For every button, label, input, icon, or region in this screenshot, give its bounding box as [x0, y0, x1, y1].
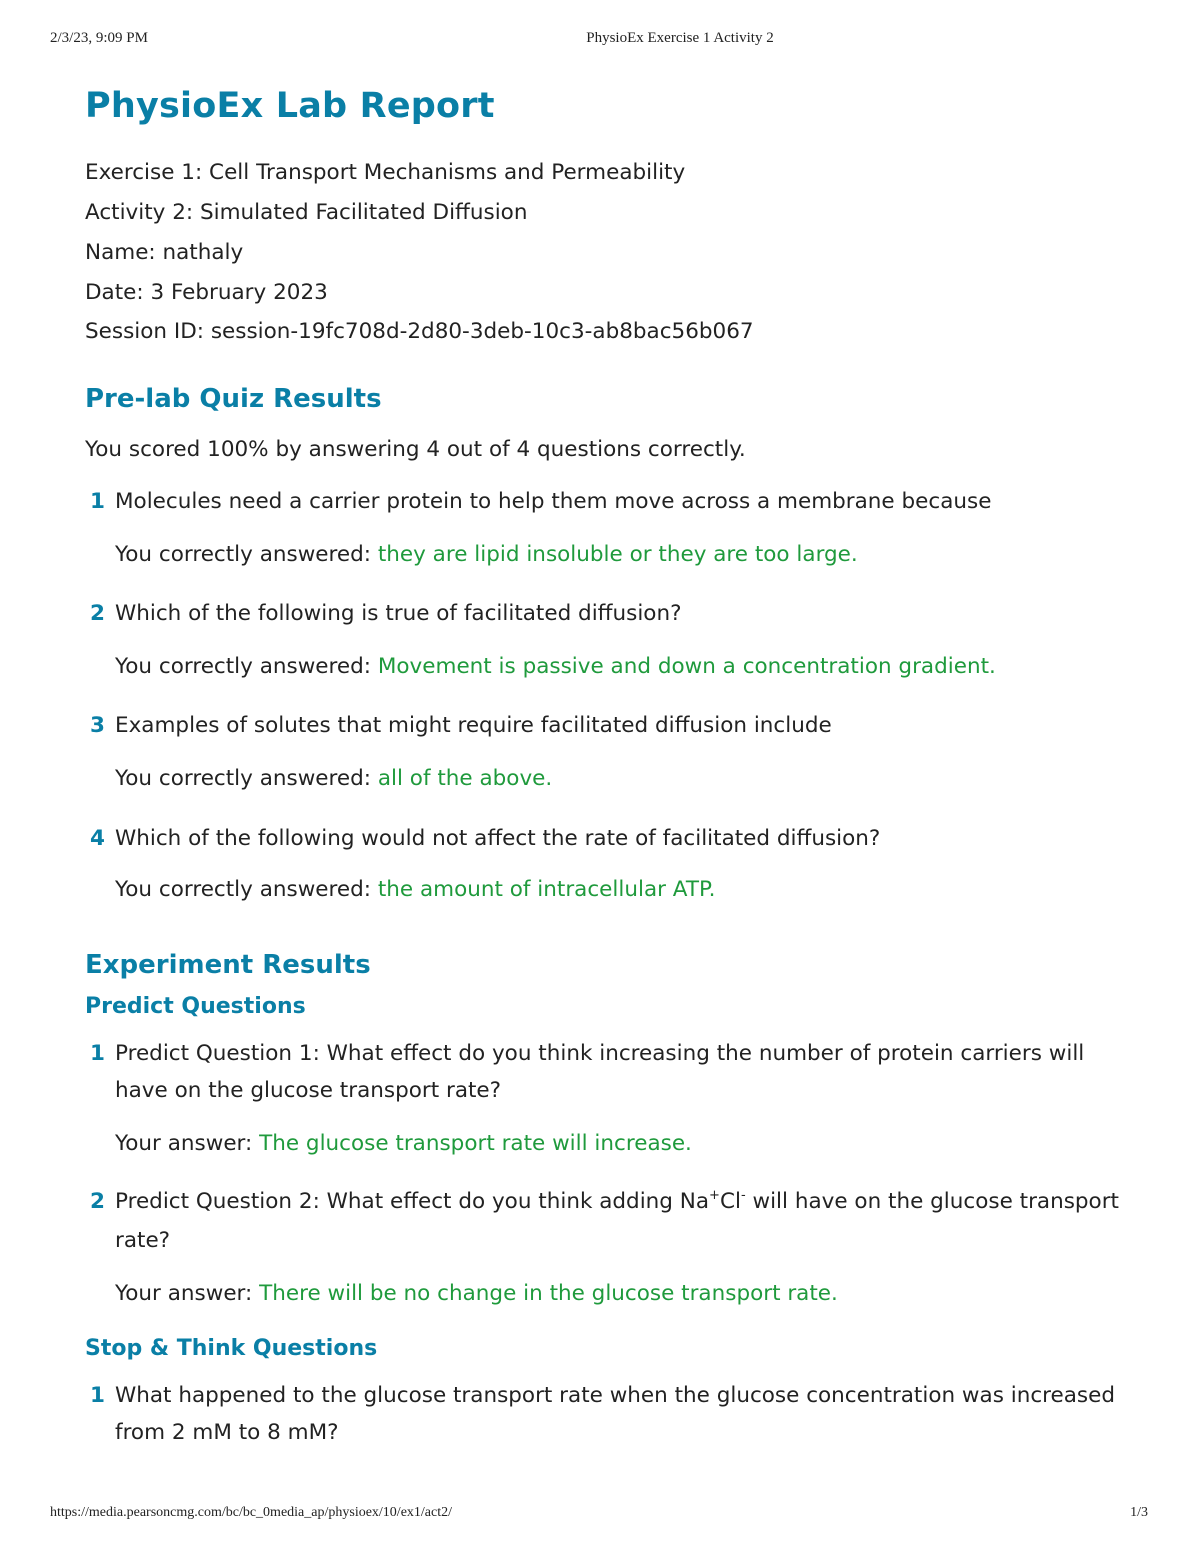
stop-q1-number: 1 [90, 1383, 105, 1408]
predict-q2-answer [115, 1281, 838, 1306]
experiment-heading: Experiment Results [85, 950, 371, 980]
prelab-q3-text: Examples of solutes that might require facilitated diffusion include [115, 713, 832, 738]
session-line: Session ID: session-19fc708d-2d80-3deb-10c3-ab8bac56b067 [85, 319, 754, 344]
predict-q2-number: 2 [90, 1189, 105, 1214]
predict-q1-number: 1 [90, 1041, 105, 1066]
answer-value: There will be no change in the glucose transport rate. [259, 1281, 838, 1306]
predict-q2-line1 [115, 1189, 1119, 1214]
print-title: PhysioEx Exercise 1 Activity 2 [586, 30, 774, 46]
prelab-q3-number: 3 [90, 713, 105, 738]
prelab-q4-text: Which of the following would not affect the rate of facilitated diffusion? [115, 826, 881, 851]
predict-q1-line1: Predict Question 1: What effect do you think increasing the number of protein carriers will [115, 1041, 1085, 1066]
na-charge: + [709, 1188, 720, 1203]
report-title: PhysioEx Lab Report [85, 86, 495, 126]
your-answer-label: Your answer: [115, 1131, 260, 1156]
answer-label: You correctly answered: [115, 542, 378, 567]
answer-label: You correctly answered: [115, 766, 378, 791]
predict-q2-post: will have on the glucose transport [745, 1189, 1119, 1214]
print-datetime: 2/3/23, 9:09 PM [50, 30, 148, 46]
prelab-heading: Pre-lab Quiz Results [85, 384, 382, 414]
predict-q2-cl: Cl [719, 1189, 741, 1214]
prelab-score: You scored 100% by answering 4 out of 4 questions correctly. [85, 437, 746, 462]
predict-q2-pre: Predict Question 2: What effect do you think adding Na [115, 1189, 710, 1214]
predict-heading: Predict Questions [85, 994, 306, 1019]
answer-value: Movement is passive and down a concentration gradient. [377, 654, 996, 679]
prelab-q1-text: Molecules need a carrier protein to help them move across a membrane because [115, 489, 992, 514]
cl-charge: - [740, 1188, 746, 1203]
date-line: Date: 3 February 2023 [85, 280, 328, 305]
prelab-q1-answer [115, 542, 858, 567]
answer-value: the amount of intracellular ATP. [377, 877, 716, 902]
answer-value: they are lipid insoluble or they are too large. [377, 542, 858, 567]
prelab-q4-answer [115, 877, 715, 902]
prelab-q3-answer [115, 766, 552, 791]
answer-value: all of the above. [377, 766, 553, 791]
exercise-line: Exercise 1: Cell Transport Mechanisms and Permeability [85, 160, 686, 185]
predict-q2-line2: rate? [115, 1228, 171, 1253]
your-answer-label: Your answer: [115, 1281, 260, 1306]
predict-q1-answer [115, 1131, 692, 1156]
name-line: Name: nathaly [85, 240, 244, 265]
stop-q1-line1: What happened to the glucose transport rate when the glucose concentration was increased [115, 1383, 1115, 1408]
answer-label: You correctly answered: [115, 877, 378, 902]
prelab-q2-text: Which of the following is true of facilitated diffusion? [115, 601, 682, 626]
print-header [0, 30, 1200, 50]
prelab-q2-answer [115, 654, 996, 679]
stop-think-heading: Stop & Think Questions [85, 1336, 378, 1361]
stop-q1-line2: from 2 mM to 8 mM? [115, 1420, 339, 1445]
answer-value: The glucose transport rate will increase. [259, 1131, 692, 1156]
print-page-number: 1/3 [1130, 1505, 1148, 1520]
prelab-q4-number: 4 [90, 826, 105, 851]
print-url: https://media.pearsoncmg.com/bc/bc_0media_ap/physioex/10/ex1/act2/ [50, 1505, 453, 1520]
prelab-q2-number: 2 [90, 601, 105, 626]
activity-line: Activity 2: Simulated Facilitated Diffusion [85, 200, 528, 225]
prelab-q1-number: 1 [90, 489, 105, 514]
print-footer [0, 1505, 1200, 1525]
predict-q1-line2: have on the glucose transport rate? [115, 1078, 502, 1103]
answer-label: You correctly answered: [115, 654, 378, 679]
